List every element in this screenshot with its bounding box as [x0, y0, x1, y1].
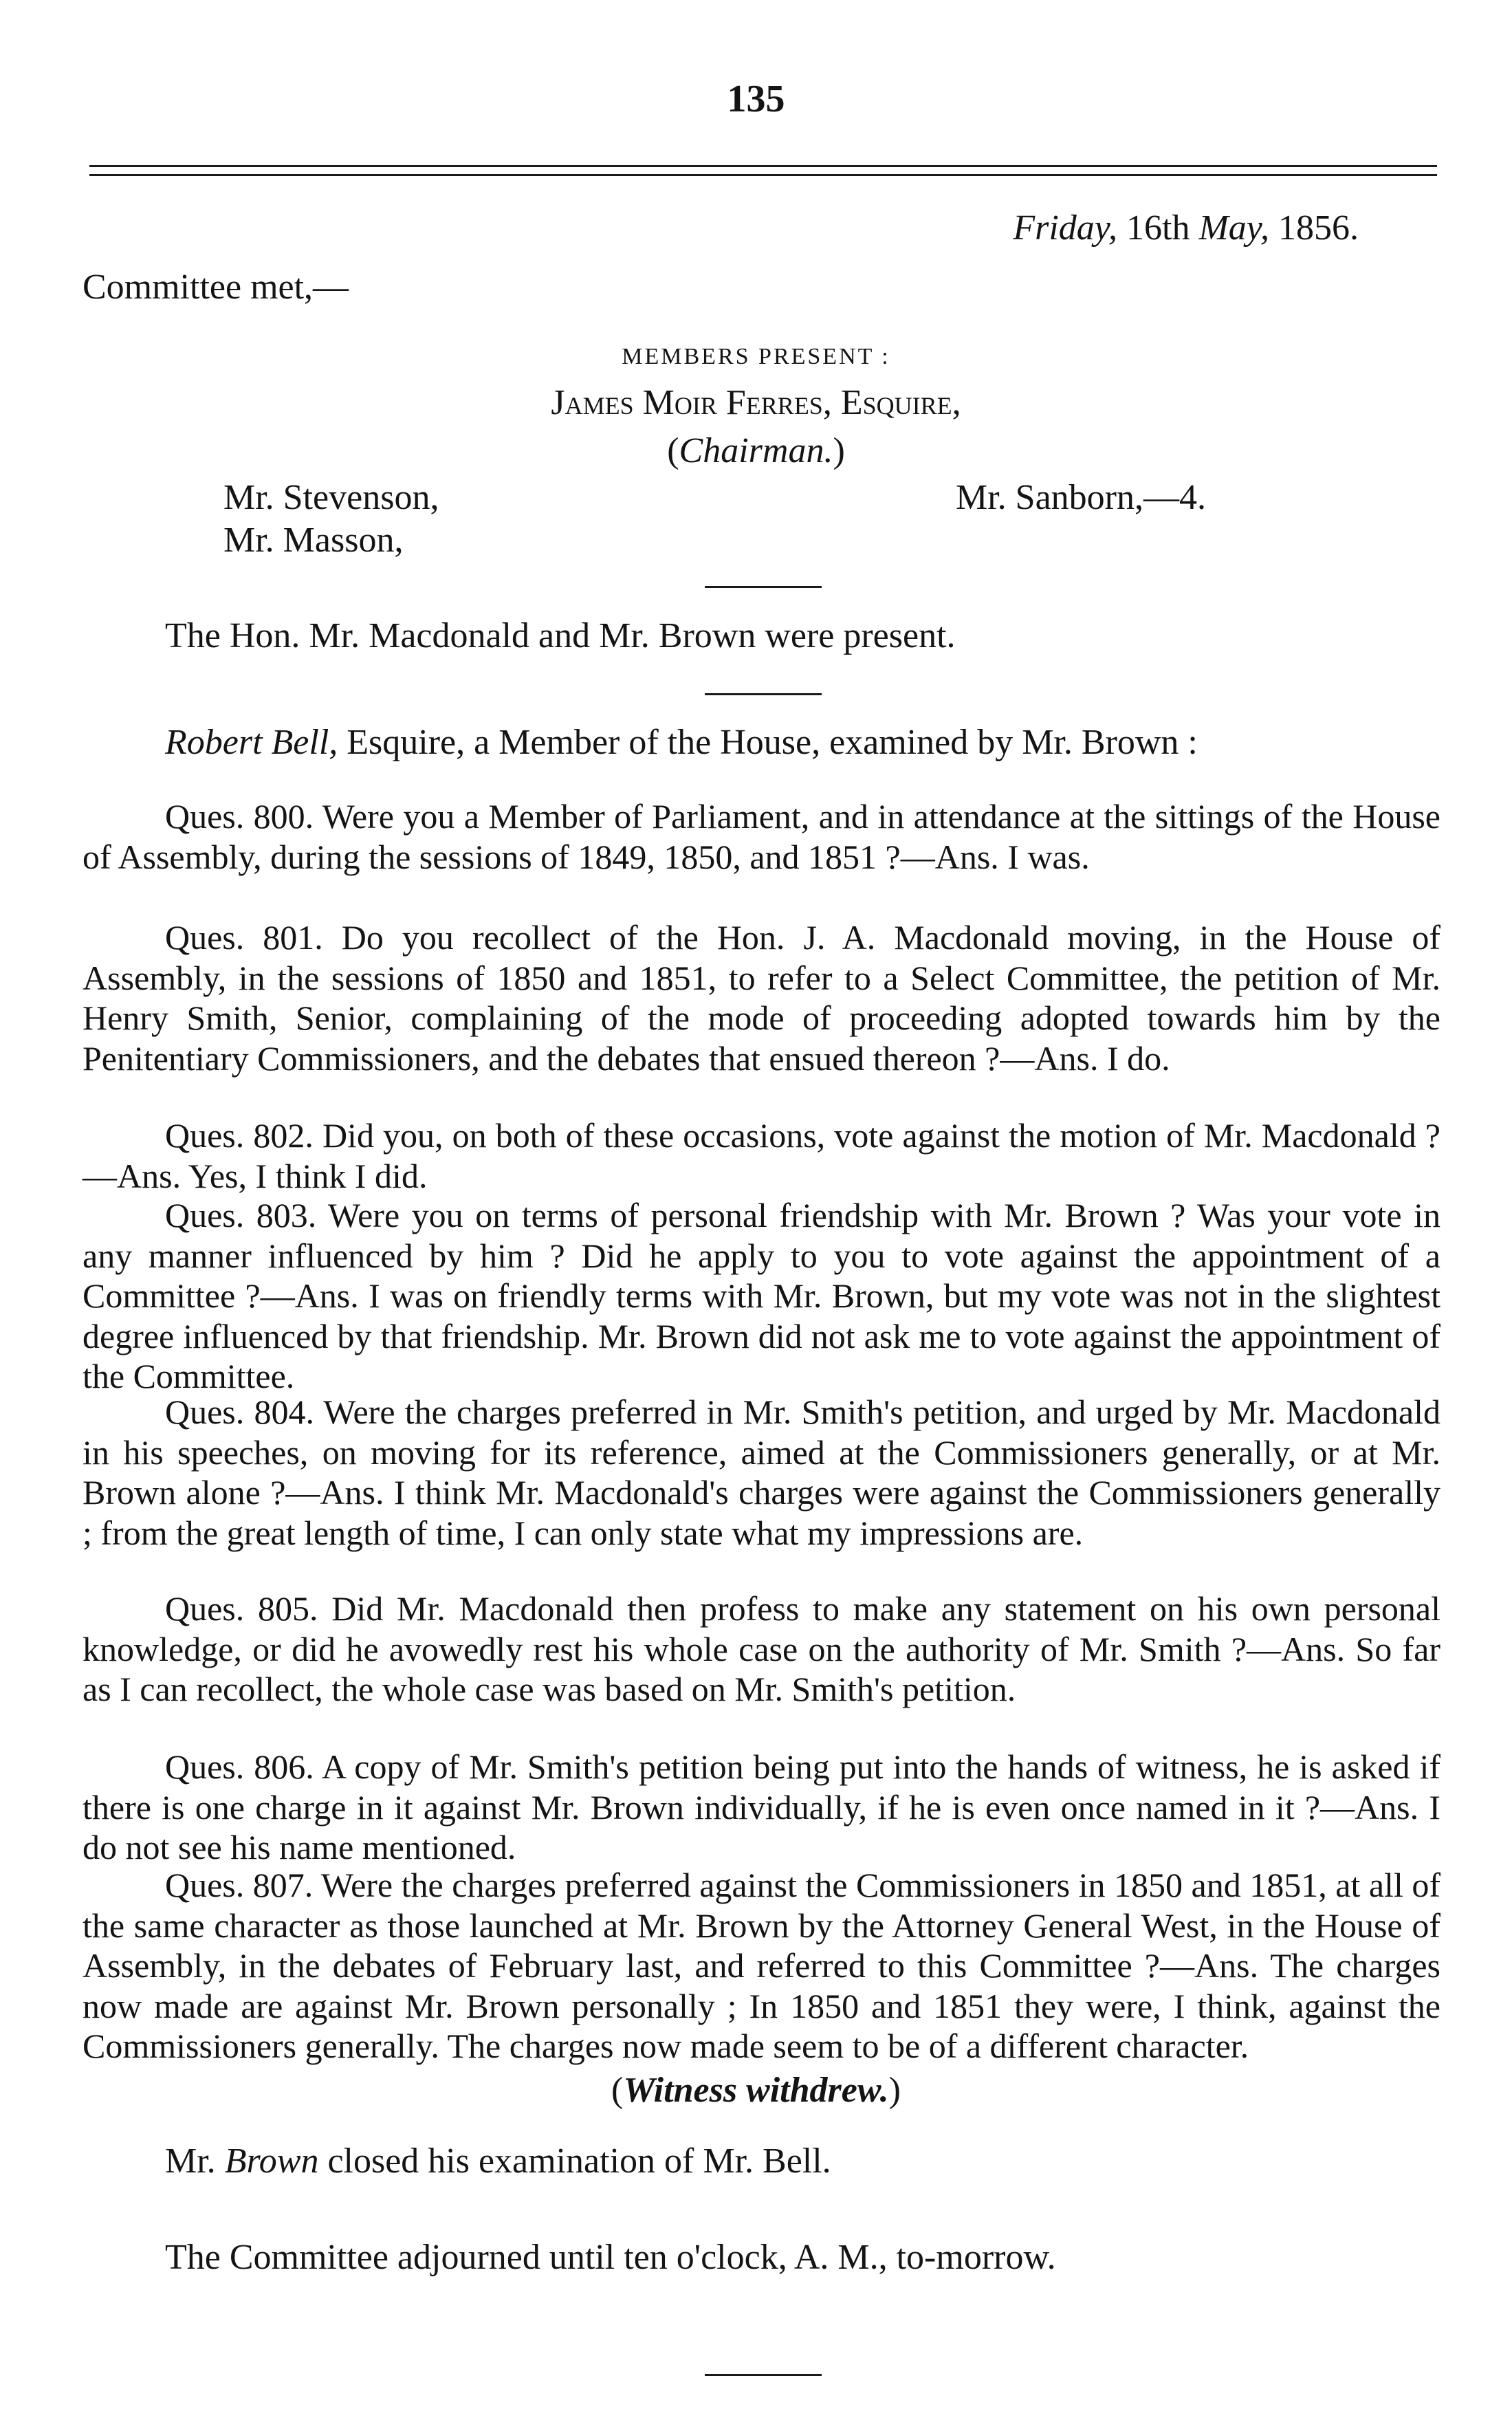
chairman-role-open: ( [667, 431, 679, 470]
chairman-role-close: ) [833, 431, 845, 470]
section-divider [705, 2374, 822, 2376]
question-807: Ques. 807. Were the charges preferred against the Commissioners in 1850 and 1851, at all of the same character as those launched at Mr. Brown by the Attorney General West, in the House of Assembly, in the debates of February last, and referred to this Committee ?—Ans. The charges now made are against Mr. Brown personally ; In 1850 and 1851 they were, I think, against the Commissioners generally. The charges now made seem to be of a different character. [83, 1866, 1440, 2065]
date-line [1013, 208, 1359, 248]
section-divider [705, 586, 822, 588]
date-year: 1856. [1278, 208, 1359, 248]
question-800: Ques. 800. Were you a Member of Parliament, and in attendance at the sittings of the House of Assembly, during the sessions of 1849, 1850, and 1851 ?—Ans. I was. [83, 797, 1440, 876]
question-805: Ques. 805. Did Mr. Macdonald then profess to make any statement on his own personal knowledge, or did he avowedly rest his whole case on the authority of Mr. Smith ?—Ans. So far as I can recollect, the whole case was based on Mr. Smith's petition. [83, 1589, 1440, 1708]
page-number: 135 [727, 78, 785, 120]
witness-withdrew [0, 2070, 1512, 2111]
question-806: Ques. 806. A copy of Mr. Smith's petition being put into the hands of witness, he is asked if there is one charge in it against Mr. Brown individually, if he is even once named in it ?—Ans. I do not see his name mentioned. [83, 1747, 1440, 1866]
chairman-name: James Moir Ferres, Esquire, [551, 383, 961, 422]
chairman-role-text: Chairman. [679, 431, 833, 470]
witness-name: Robert Bell, [165, 723, 338, 762]
question-803: Ques. 803. Were you on terms of personal friendship with Mr. Brown ? Was your vote in any manner influenced by him ? Did he apply to you to vote against the appointment of a Committee ?—Ans. I was on friendly terms with Mr. Brown, but my vote was not in the slightest degree influenced by that friendship. Mr. Brown did not ask me to vote against the appointment of the Committee. [83, 1196, 1440, 1395]
adjourned-line: The Committee adjourned until ten o'clock, A. M., to-morrow. [165, 2238, 1056, 2277]
witness-text: Witness withdrew. [623, 2071, 889, 2110]
question-801: Ques. 801. Do you recollect of the Hon. J. A. Macdonald moving, in the House of Assembly, in the sessions of 1850 and 1851, to refer to a Select Committee, the petition of Mr. Henry Smith, Senior, complaining of the mode of proceeding adopted towards him by the Penitentiary Commissioners, and the debates that ensued thereon ?—Ans. I do. [83, 918, 1440, 1078]
closed-name: Brown [224, 2141, 319, 2181]
witness-close: ) [888, 2071, 901, 2110]
examined-line [165, 722, 1198, 763]
question-804: Ques. 804. Were the charges preferred in Mr. Smith's petition, and urged by Mr. Macdonald in his speeches, on moving for its reference, aimed at the Commissioners generally, or at Mr. Brown alone ?—Ans. I think Mr. Macdonald's charges were against the Commissioners generally ; from the great length of time, I can only state what my impressions are. [83, 1393, 1440, 1552]
member-sanborn: Mr. Sanborn,—4. [956, 478, 1206, 517]
member-masson: Mr. Masson, [223, 521, 404, 560]
date-day: 16th [1126, 208, 1190, 248]
member-stevenson: Mr. Stevenson, [223, 478, 439, 517]
present-line: The Hon. Mr. Macdonald and Mr. Brown were present. [165, 616, 956, 655]
chairman-role [0, 430, 1512, 471]
members-present-heading: MEMBERS PRESENT : [622, 344, 890, 369]
section-divider [705, 693, 822, 695]
witness-open: ( [611, 2071, 624, 2110]
date-month: May, [1198, 208, 1269, 248]
question-802: Ques. 802. Did you, on both of these occasions, vote against the motion of Mr. Macdonald ?—Ans. Yes, I think I did. [83, 1116, 1440, 1195]
examined-rest: Esquire, a Member of the House, examined by Mr. Brown : [338, 723, 1198, 762]
header-double-rule [89, 165, 1437, 176]
closed-rest: closed his examination of Mr. Bell. [318, 2141, 831, 2181]
date-weekday: Friday, [1013, 208, 1118, 248]
committee-met: Committee met,— [83, 268, 349, 307]
closed-line [165, 2141, 831, 2181]
closed-pre: Mr. [165, 2141, 225, 2181]
